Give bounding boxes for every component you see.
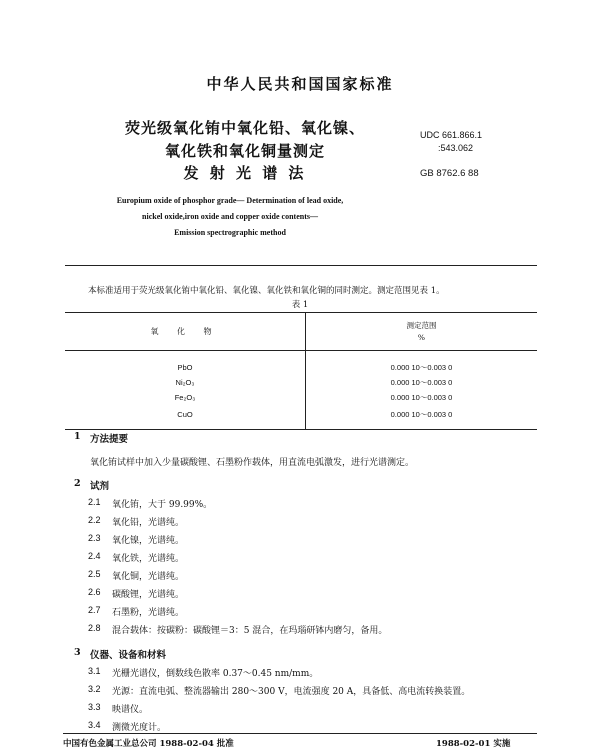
title-cn-line-3: 发 射 光 谱 法 <box>183 164 307 182</box>
col-oxide-header: 氧 化 物 <box>65 313 306 351</box>
section-1-title: 方法提要 <box>90 434 129 445</box>
oxide-cell: Fe₂O₃ <box>65 390 306 405</box>
item-text: 光源：直流电弧、整流器输出 280～300 V，电流强度 20 A，具备低、高电流转换装置。 <box>112 687 471 697</box>
title-en-line-3: Emission spectrographic method <box>174 228 286 237</box>
section-3-title: 仪器、设备和材料 <box>90 650 167 661</box>
table-row <box>65 390 537 405</box>
table-row <box>65 375 537 390</box>
item-text: 氧化铁，光谱纯。 <box>112 554 185 564</box>
implementation-line: 1988-02-01 实施 <box>436 739 511 749</box>
item-text: 碳酸锂，光谱纯。 <box>112 590 185 600</box>
item-number: 2.6 <box>88 587 101 597</box>
item-number: 2.8 <box>88 623 101 633</box>
item-number: 3.1 <box>88 666 101 676</box>
item-text: 测微光度计。 <box>112 723 167 733</box>
item-number: 2.2 <box>88 515 101 525</box>
range-cell: 0.000 10～0.003 0 <box>390 393 453 402</box>
section-1-text: 氧化铕试样中加入少量碳酸锂、石墨粉作载体，用直流电弧激发，进行光谱测定。 <box>90 458 415 468</box>
item-text: 氧化铕，大于 99.99%。 <box>112 500 213 510</box>
header-rule <box>65 265 537 266</box>
udc-code: UDC 661.866.1 <box>420 130 483 140</box>
item-text: 氧化镍，光谱纯。 <box>112 536 185 546</box>
udc-code-cont: :543.062 <box>438 143 474 153</box>
range-table <box>65 312 537 430</box>
section-1-number: 1 <box>74 431 81 442</box>
table-caption: 表 1 <box>291 300 309 310</box>
item-text: 氧化铜，光谱纯。 <box>112 572 185 582</box>
oxide-cell: PbO <box>65 360 306 375</box>
section-2-number: 2 <box>74 478 81 489</box>
title-cn-line-1: 荧光级氧化铕中氧化铅、氧化镍、 <box>124 119 365 137</box>
footer-rule <box>63 733 537 734</box>
section-3-number: 3 <box>74 647 81 658</box>
col-range-unit: % <box>417 332 426 342</box>
oxide-cell: CuO <box>65 405 306 430</box>
item-number: 3.2 <box>88 684 101 694</box>
col-range-label: 测定范围 <box>406 320 437 330</box>
range-cell: 0.000 10～0.003 0 <box>390 378 453 387</box>
range-cell: 0.000 10～0.003 0 <box>306 405 538 430</box>
item-number: 3.4 <box>88 720 101 730</box>
item-text: 石墨粉，光谱纯。 <box>112 608 185 618</box>
intro-text: 本标准适用于荧光级氧化铕中氧化铅、氧化镍、氧化铁和氧化铜的同时测定。测定范围见表 1。 <box>88 286 445 296</box>
table-row <box>65 360 537 375</box>
item-number: 2.7 <box>88 605 101 615</box>
item-text: 氧化铅，光谱纯。 <box>112 518 185 528</box>
oxide-cell: Ni₂O₃ <box>65 375 306 390</box>
gb-code: GB 8762.6 88 <box>420 168 479 179</box>
standard-title: 中华人民共和国国家标准 <box>206 75 394 93</box>
item-number: 2.4 <box>88 551 101 561</box>
item-text: 光栅光谱仪，倒数线色散率 0.37～0.45 nm/mm。 <box>112 669 319 679</box>
table-row <box>65 405 537 430</box>
item-number: 3.3 <box>88 702 101 712</box>
item-number: 2.3 <box>88 533 101 543</box>
item-number: 2.1 <box>88 497 101 507</box>
section-2-title: 试剂 <box>90 481 110 492</box>
title-cn-line-2: 氧化铁和氧化铜量测定 <box>164 142 325 160</box>
range-cell: 0.000 10～0.003 0 <box>390 363 453 372</box>
item-number: 2.5 <box>88 569 101 579</box>
approval-line: 中国有色金属工业总公司 1988-02-04 批准 <box>63 739 234 749</box>
title-en-line-1: Europium oxide of phosphor grade— Determination of lead oxide, <box>116 196 344 205</box>
title-en-line-2: nickel oxide,iron oxide and copper oxide contents— <box>142 212 318 221</box>
item-text: 混合载体：按碳粉：碳酸锂＝3：5 混合，在玛瑙研钵内磨匀，备用。 <box>112 626 388 636</box>
item-text: 映谱仪。 <box>112 705 149 715</box>
col-range-header <box>306 313 538 351</box>
